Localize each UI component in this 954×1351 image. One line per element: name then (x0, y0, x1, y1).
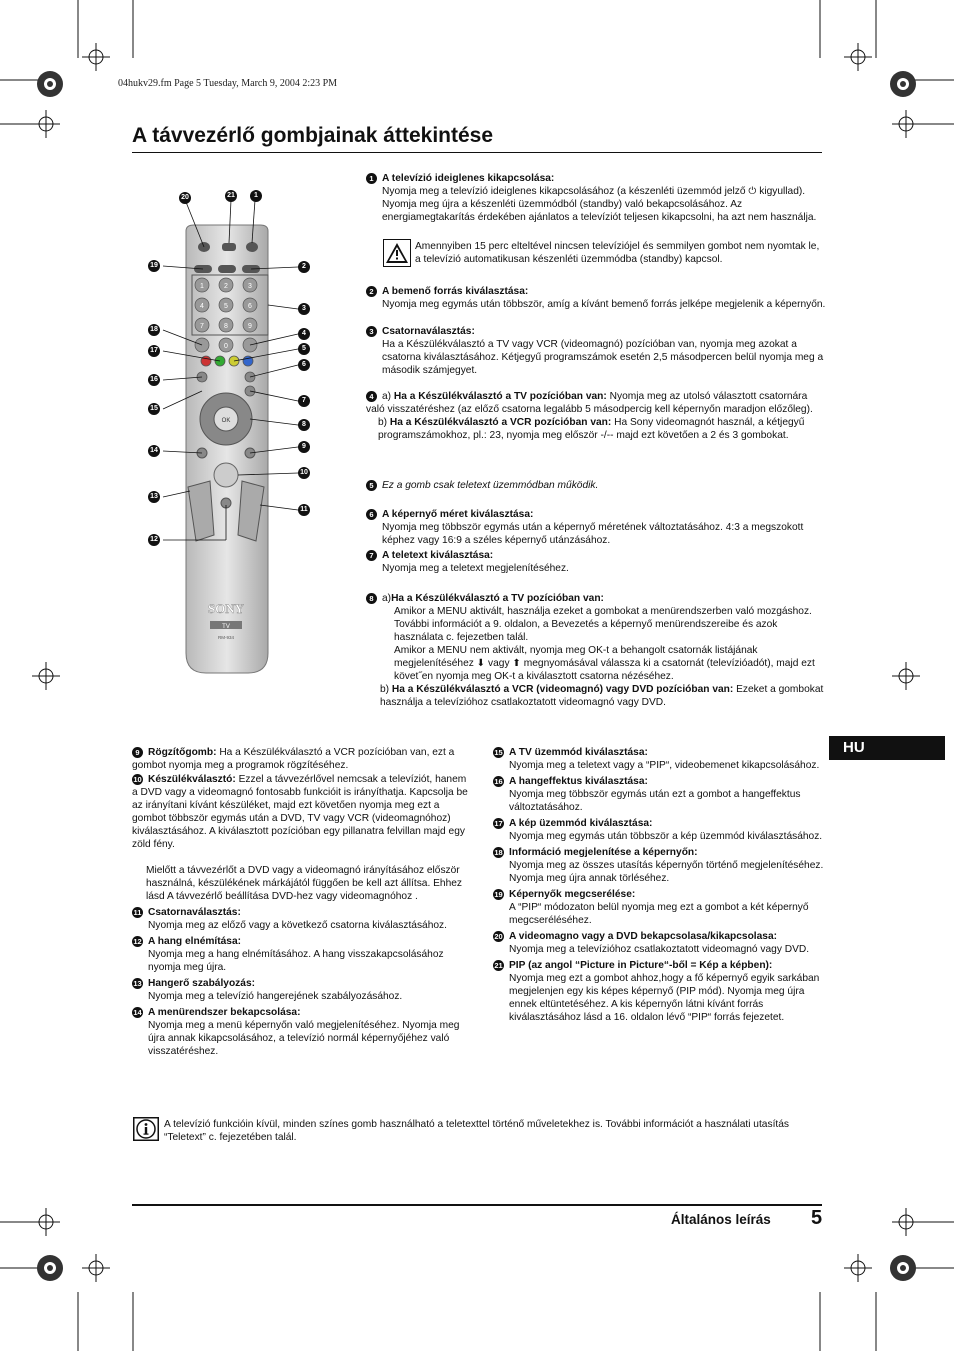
item-b-text: Ezeket a gombokat használja a televízióhoz csatlakoztatott videomagnó vagy DVD. (380, 684, 824, 708)
item-text: Ha a Készülékválasztó a VCR pozícióban van, ezt a gombot nyomja meg a programok rögzítéséhez. (132, 747, 455, 771)
item-heading: Csatornaválasztás: (148, 907, 241, 918)
item-text: Nyomja meg a televízió ideiglenes kikapcsolásához (a készenléti üzemmód jelző ⏻ kigyullad). Nyomja meg újra a készenléti üzemmódból (standby) való bekapcsolásához. Az energiamegtakarítás érdekében ajánlatos a televíziót teljesen kikapcsolni, ha azt nem használja. (382, 186, 817, 223)
item-number: 12 (133, 937, 142, 946)
item-heading: A kép üzemmód kiválasztása: (509, 818, 653, 829)
svg-text:4: 4 (200, 303, 204, 310)
item-heading: Információ megjelenítése a képernyőn: (509, 847, 698, 858)
item-number: 9 (132, 747, 143, 758)
item-1 (366, 172, 826, 224)
svg-text:2: 2 (224, 283, 228, 290)
item-text: Nyomja meg a teletext megjelenítéséhez. (382, 563, 569, 574)
item-heading: A menürendszer bekapcsolása: (148, 1007, 301, 1018)
item-text: Nyomja meg a televízió hangerejének szabályozásához. (148, 991, 403, 1002)
item-text: Nyomja meg a hang elnémításához. A hang visszakapcsolásához nyomja meg újra. (148, 949, 444, 973)
svg-text:6: 6 (248, 303, 252, 310)
item-7 (366, 549, 826, 575)
item-13 (132, 977, 472, 1003)
item-heading: A bemenő forrás kiválasztása: (382, 286, 529, 297)
item-b-condition: Ha a Készülékválasztó a VCR pozícióban van: (389, 417, 612, 428)
callout-9: 9 (298, 441, 310, 453)
item-text: Nyomja meg egymás után többször, amíg a kívánt bemenő forrás jelképe megjelenik a képernyőn. (382, 299, 826, 310)
item-text: Nyomja meg egymás után többször a kép üzemmód kiválasztásához. (509, 831, 823, 842)
item-heading: A hangeffektus kiválasztása: (509, 776, 648, 787)
item-text: Ha a Készülékválasztó a TV vagy VCR (videomagnó) pozícióban van, nyomja meg azokat a csatorna kiválasztásához. Kétjegyű programszámok esetén 2,5 másodpercen belül nyomja meg a második számjegyet. (382, 339, 824, 376)
item-text: Nyomja meg az előző vagy a következő csatorna kiválasztásához. (148, 920, 447, 931)
item-number: 16 (494, 777, 503, 786)
svg-text:1: 1 (200, 283, 204, 290)
callout-7: 7 (298, 395, 310, 407)
svg-text:3: 3 (248, 283, 252, 290)
warning-icon (383, 239, 411, 267)
page-title: A távvezérlő gombjainak áttekintése (132, 124, 494, 147)
item-10 (132, 773, 472, 903)
item-3 (366, 325, 826, 377)
item-text: A “PIP“ módozaton belül nyomja meg ezt a gombot a két képernyő megcseréléséhez. (509, 902, 809, 926)
item-12 (132, 935, 472, 974)
callout-3: 3 (298, 303, 310, 315)
item-number: 15 (494, 748, 503, 757)
item-heading: Hangerő szabályozás: (148, 978, 256, 989)
item-8 (366, 592, 826, 709)
item-number: 10 (133, 775, 142, 784)
callout-12: 12 (148, 534, 160, 546)
info-note-text: A televízió funkcióin kívül, minden színes gomb használható a teletexttel történő műveletekhez is. További információt a használati utasítás “Teletext” c. fejezetében talál. (164, 1119, 789, 1143)
item-number: 6 (366, 509, 377, 520)
callout-5: 5 (298, 343, 310, 355)
item-16 (493, 775, 833, 814)
item-number: 4 (366, 391, 377, 402)
callout-2: 2 (298, 261, 310, 273)
callout-8: 8 (298, 419, 310, 431)
title-rule (132, 152, 822, 153)
callout-16: 16 (148, 374, 160, 386)
item-20 (493, 930, 833, 956)
item-number: 14 (133, 1008, 142, 1017)
item-a-text1: Amikor a MENU aktivált, használja ezeket a gombokat a menürendszerben való mozgáshoz. További információt a 9. oldalon, a Bevezetés a képernyő menürendszereibe és azok használata c. fejezetben talál. (394, 606, 812, 643)
file-info-line: 04hukv29.fm Page 5 Tuesday, March 9, 2004 2:23 PM (118, 78, 338, 89)
item-number: 8 (366, 593, 377, 604)
item-heading: Csatornaválasztás: (382, 326, 475, 337)
item-text-2: Mielőtt a távvezérlőt a DVD vagy a videomagnó irányításához először használná, készülékének márkájától függően be kell azt állítsa. Ehhez lásd A távvezérlő beállítása DVD-hez vagy videomagnóhoz . (146, 865, 463, 902)
item-21 (493, 959, 833, 1024)
callout-15: 15 (148, 403, 160, 415)
item-text: Nyomja meg ezt a gombot ahhoz,hogy a fő képernyő egyik sarkában megjelenjen egy kis képes képernyő (PIP mód). Nyomja meg újra ennek eltüntetéséhez. A kis képernyőn látni kívánt forrás kiválasztásához lásd a 16. oldalon lévő “PIP“ forrás fejezetet. (509, 973, 820, 1023)
callout-21: 21 (225, 190, 237, 202)
callout-13: 13 (148, 491, 160, 503)
item-17 (493, 817, 833, 843)
item-11 (132, 906, 472, 932)
item-text: Nyomja meg többször egymás után ezt a gombot a hangeffektus változtatásához. (509, 789, 801, 813)
item-number: 18 (494, 848, 503, 857)
item-a-prefix: a) (382, 593, 392, 604)
callout-10: 10 (298, 467, 310, 479)
svg-text:7: 7 (200, 323, 204, 330)
item-heading: A teletext kiválasztása: (382, 550, 494, 561)
item-heading: A TV üzemmód kiválasztása: (509, 747, 648, 758)
item-a-text2: Amikor a MENU nem aktivált, nyomja meg OK-t a behangolt csatornák listájának megjelenítéséhez ⬇ vagy ⬆ megnyomásával válassza ki a csatornát (televízióadót), majd ezt követ˝en nyomja meg OK-t a kiválasztott csatorna nézéséhez. (394, 645, 815, 682)
callout-17: 17 (148, 345, 160, 357)
remote-brand: SONY (207, 601, 245, 616)
item-heading: A videomagno vagy a DVD bekapcsolasa/kikapcsolasa: (509, 931, 778, 942)
remote-model: RM-934 (217, 635, 235, 640)
item-b-prefix: b) (380, 684, 390, 695)
warning-text: Amennyiben 15 perc elteltével nincsen televíziójel és semmilyen gombot nem nyomtak le, a televízió automatikusan készenléti üzemmódba (standby) kapcsol. (415, 241, 820, 265)
item-9 (132, 746, 472, 772)
item-number: 17 (494, 819, 503, 828)
item-2 (366, 285, 826, 311)
info-icon (133, 1117, 159, 1141)
callout-19: 19 (148, 260, 160, 272)
item-number: 20 (494, 932, 503, 941)
item-5 (366, 479, 826, 492)
item-b-text: Ha Sony videomagnót használ, a kétjegyű programszámokhoz, pl.: 23, nyomja meg először -/-- majd ezt követően a 2 és 3 gombokat. (378, 417, 805, 441)
item-number: 1 (366, 173, 377, 184)
svg-text:OK: OK (221, 418, 231, 424)
item-heading: Képernyők megcserélése: (509, 889, 636, 900)
item-heading: A hang elnémítása: (148, 936, 242, 947)
callout-18: 18 (148, 324, 160, 336)
item-number: 21 (494, 961, 503, 970)
item-number: 5 (366, 480, 377, 491)
footer-section-title: Általános leírás (671, 1212, 771, 1227)
item-a-condition: Ha a Készülékválasztó a TV pozícióban van: (393, 391, 607, 402)
remote-callout-lines (150, 185, 320, 555)
callout-6: 6 (298, 359, 310, 371)
svg-text:8: 8 (224, 323, 228, 330)
item-a-condition: Ha a Készülékválasztó a TV pozícióban van: (391, 593, 604, 604)
item-6 (366, 508, 826, 547)
item-text: Nyomja meg a televízióhoz csatlakoztatott videomagnó vagy DVD. (509, 944, 810, 955)
callout-20: 20 (179, 192, 191, 204)
page-number: 5 (811, 1207, 823, 1229)
item-text: Ez a gomb csak teletext üzemmódban működik. (382, 480, 599, 491)
item-text: Nyomja meg az összes utasítás képernyőn történő megjelenítéséhez. Nyomja meg újra annak törléséhez. (509, 860, 824, 884)
callout-1: 1 (250, 190, 262, 202)
item-number: 3 (366, 326, 377, 337)
callout-11: 11 (298, 504, 310, 516)
callout-14: 14 (148, 445, 160, 457)
item-number: 7 (366, 550, 377, 561)
item-heading: Rögzítőgomb: (148, 747, 217, 758)
item-text: Nyomja meg a teletext vagy a “PIP“, videobemenet kikapcsolásához. (509, 760, 820, 771)
item-4 (366, 390, 826, 442)
item-text: Ezzel a távvezérlővel nemcsak a televíziót, hanem a DVD vagy a videomagnó fontosabb funkcióit is irányíthatja. Kapcsolja be az irányítani kívánt készüléket, majd ezt követően nyomja meg ezt a gombot többször egymás után a DVD, TV vagy VCR (videomagnóhoz) kiválasztásához. A kiválasztott pozícióban egy pillanatra felvillan majd egy zöld fény. (132, 774, 468, 850)
item-15 (493, 746, 833, 772)
item-heading: A televízió ideiglenes kikapcsolása: (382, 173, 555, 184)
remote-badge: TV (222, 624, 230, 630)
svg-text:0: 0 (224, 343, 228, 350)
item-heading: A képernyő méret kiválasztása: (382, 509, 534, 520)
item-19 (493, 888, 833, 927)
language-tab: HU (829, 736, 945, 760)
svg-text:9: 9 (248, 323, 252, 330)
item-number: 2 (366, 286, 377, 297)
item-14 (132, 1006, 472, 1058)
item-heading: PIP (az angol “Picture in Picture“-ből = Kép a képben): (509, 960, 773, 971)
item-b-prefix: b) (378, 417, 388, 428)
item-number: 19 (494, 890, 503, 899)
item-heading: Készülékválasztó: (148, 774, 236, 785)
svg-text:5: 5 (224, 303, 228, 310)
item-number: 13 (133, 979, 142, 988)
item-b-condition: Ha a Készülékválasztó a VCR (videomagnó) vagy DVD pozícióban van: (391, 684, 734, 695)
callout-4: 4 (298, 328, 310, 340)
item-a-text: Nyomja meg az utolsó választott csatornára való visszatéréshez (az előző csatorna legalább 5 másodpercig kell képernyőn maradjon előzőleg). (366, 391, 813, 415)
item-18 (493, 846, 833, 885)
item-text: Nyomja meg a menü képernyőn való megjelenítéséhez. Nyomja meg újra annak kikapcsolásához, a televízió normál képernyőjéhez való visszatéréshez. (148, 1020, 460, 1057)
item-text: Nyomja meg többször egymás után a képernyő méretének változtatásához. 4:3 a megszokott képhez vagy 16:9 a széles képernyő utánzásához. (382, 522, 804, 546)
bottom-right-column (493, 746, 833, 1024)
bottom-left-column (132, 746, 472, 1058)
item-a-prefix: a) (382, 391, 392, 402)
footer-rule (132, 1204, 822, 1206)
item-number: 11 (133, 908, 142, 917)
